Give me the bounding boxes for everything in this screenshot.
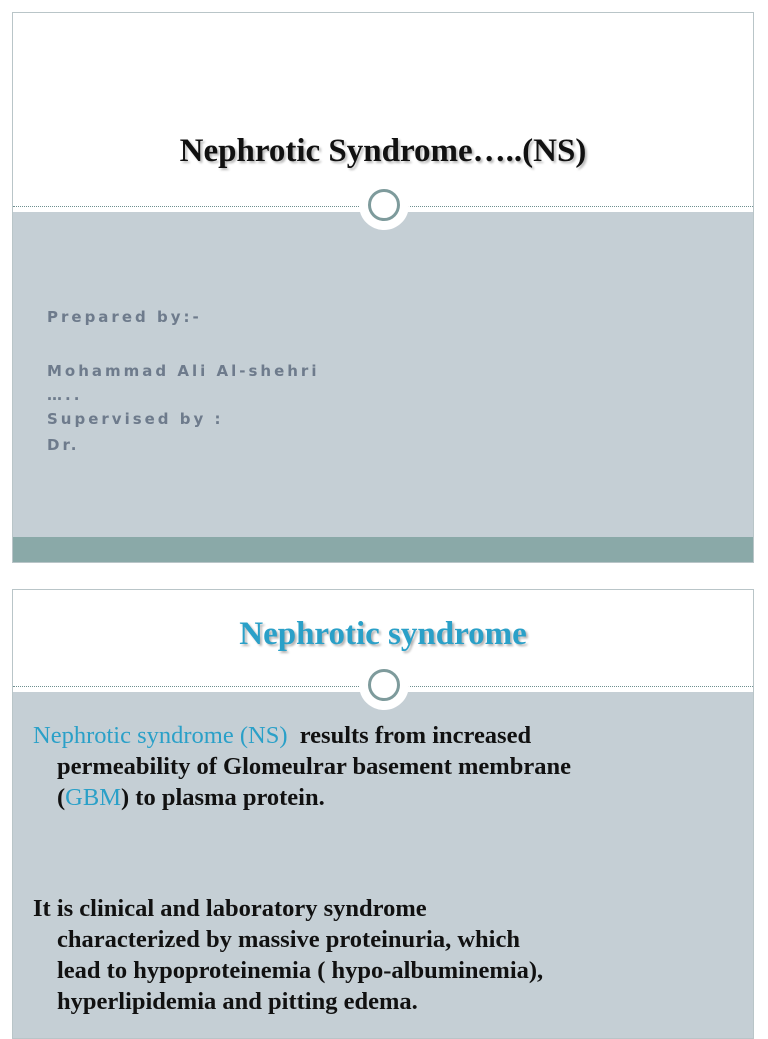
paragraph-line: lead to hypoproteinemia ( hypo-albuminemia), bbox=[57, 957, 544, 984]
term-highlight: GBM bbox=[65, 784, 121, 811]
footer-band bbox=[13, 537, 753, 563]
paragraph-line bbox=[33, 782, 733, 813]
paragraph-line: It is clinical and laboratory syndrome bbox=[33, 895, 427, 922]
circle-ornament-icon bbox=[359, 180, 409, 230]
slide-body bbox=[13, 212, 753, 537]
slide-title: Nephrotic syndrome bbox=[239, 616, 527, 652]
content-slide bbox=[12, 589, 754, 1039]
title-slide bbox=[12, 12, 754, 563]
paragraph-text: results from increased bbox=[287, 722, 532, 749]
ellipsis-text: ….. bbox=[47, 386, 83, 404]
paragraph-line: characterized by massive proteinuria, which bbox=[57, 926, 520, 953]
paragraph-text: ) to plasma protein. bbox=[121, 784, 325, 811]
supervised-by-label: Supervised by : bbox=[47, 410, 224, 428]
term-highlight: Nephrotic syndrome (NS) bbox=[33, 722, 288, 749]
definition-paragraph bbox=[33, 720, 733, 813]
paragraph-line: hyperlipidemia and pitting edema. bbox=[57, 988, 418, 1015]
circle-ornament-icon bbox=[359, 660, 409, 710]
supervisor-name: Dr. bbox=[47, 436, 80, 454]
slide-header bbox=[13, 13, 753, 206]
slide-body bbox=[13, 692, 753, 1039]
author-name: Mohammad Ali Al-shehri bbox=[47, 362, 320, 380]
paragraph-line: permeability of Glomeulrar basement membrane bbox=[57, 753, 571, 780]
prepared-by-label: Prepared by:- bbox=[47, 308, 202, 326]
paragraph-line bbox=[33, 720, 733, 751]
paragraph-text: ( bbox=[57, 784, 66, 811]
description-paragraph bbox=[33, 893, 733, 1017]
slide-title: Nephrotic Syndrome…..(NS) bbox=[179, 133, 587, 169]
